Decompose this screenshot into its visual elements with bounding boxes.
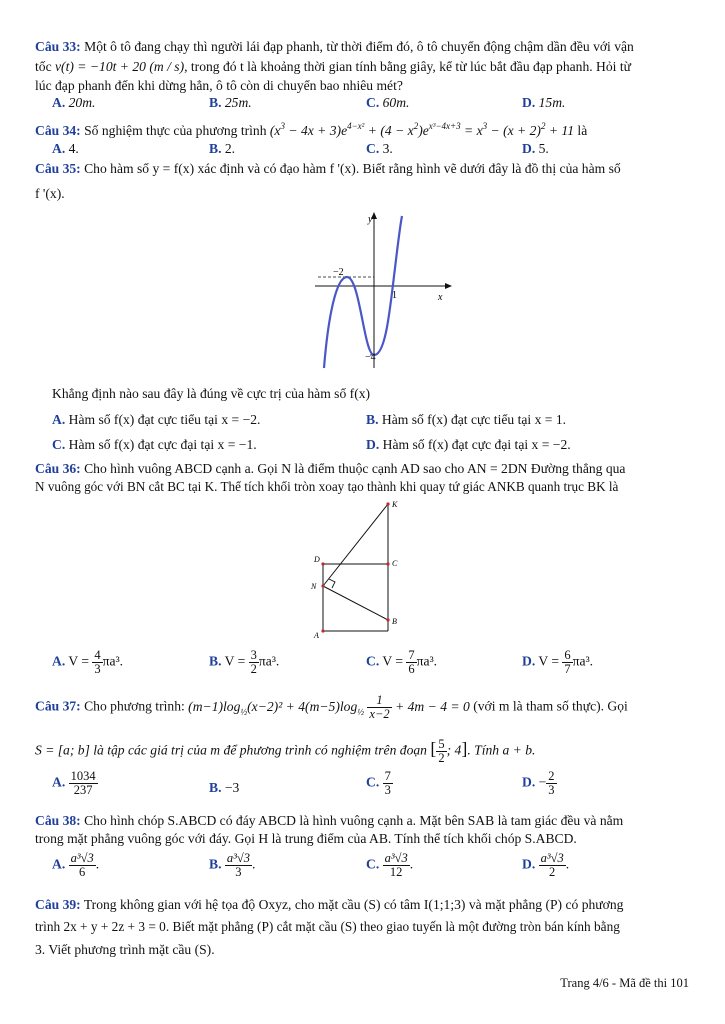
- q36-square-figure: [306, 496, 406, 642]
- point-c-label: C: [392, 559, 398, 568]
- graph-tick-neg2: −2: [333, 267, 344, 278]
- q34-option-d: D. 5.: [522, 141, 549, 156]
- q38-option-b: B. $\frac{\text{a³√3}}{3}$ .: [209, 851, 256, 879]
- q34-label: Câu 34:: [35, 123, 81, 138]
- graph-tick-neg4: −4: [365, 352, 376, 363]
- graph-y-label: y: [368, 214, 373, 225]
- q36-option-b: B. V = $\frac{3}{2}$ πa³.: [209, 648, 280, 676]
- q33-line3: lúc đạp phanh đến khi dừng hẳn, ô tô còn di chuyển bao nhiêu mét?: [35, 78, 403, 93]
- point-d-label: D: [314, 555, 320, 564]
- q33-option-c: C. 60m.: [366, 95, 410, 110]
- q35-option-b: B. Hàm số f(x) đạt cực tiểu tại x = 1.: [366, 412, 567, 427]
- q39-label: Câu 39:: [35, 897, 81, 912]
- point-a-label: A: [314, 631, 319, 640]
- q38-option-c: C. $\frac{\text{a³√3}}{12}$ .: [366, 851, 414, 879]
- graph-x-label: x: [438, 292, 443, 303]
- q37-option-c: C. $\frac{7}{3}$: [366, 769, 391, 797]
- point-n-label: N: [311, 582, 317, 591]
- q36-option-a: A. V = $\frac{4}{3}$ πa³.: [52, 648, 124, 676]
- q34-equation: $(x^3 - 4x + 3)e^{4-x^2} + (4 - x^2)e^{x^3-4x+3} = x^3 - (x + 2)^2 + 11$: [269, 121, 575, 138]
- q33-option-d: D. 15m.: [522, 95, 566, 110]
- q35-derivative-graph: [300, 208, 460, 372]
- page-footer: Trang 4/6 - Mã đề thi 101: [560, 976, 689, 990]
- q35-option-d: D. Hàm số f(x) đạt cực đại tại x = −2.: [366, 437, 571, 452]
- q38-option-d: D. $\frac{\text{a³√3}}{2}$ .: [522, 851, 570, 879]
- q35-question: Khẳng định nào sau đây là đúng về cực trị của hàm số f(x): [52, 386, 371, 401]
- q38-label: Câu 38:: [35, 813, 81, 828]
- q38-line1: Câu 38: Cho hình chóp S.ABCD có đáy ABCD là hình vuông cạnh a. Mặt bên SAB là tam giác đều và nằm: [35, 813, 624, 828]
- q37-option-b: B. −3: [209, 780, 240, 795]
- point-b-label: B: [392, 617, 397, 626]
- q35-option-a: A. Hàm số f(x) đạt cực tiểu tại x = −2.: [52, 412, 261, 427]
- q34-line: Câu 34: Số nghiệm thực của phương trình $(x^3 - 4x + 3)e^{4-x^2} + (4 - x^2)e^{x^3-4x+3} = x^3 - (x + 2)^2 + 11$ là: [35, 121, 588, 138]
- q37-option-a: A. $\frac{1034}{237}$: [52, 769, 96, 797]
- graph-tick-1: 1: [392, 290, 397, 301]
- q37-line2: S = [a; b] là tập các giá trị của m để phương trình có nghiệm trên đoạn [ $\frac{5}{2}$ ; 4]. Tính a + b.: [35, 737, 536, 765]
- q33-formula: v(t) = −10t + 20 (m / s): [55, 59, 185, 74]
- q38-line2: trong mặt phẳng vuông góc với đáy. Gọi H là trung điểm của AB. Tính thể tích khối chóp S.ABCD.: [35, 831, 577, 846]
- q33-option-b: B. 25m.: [209, 95, 252, 110]
- point-k-label: K: [392, 500, 398, 509]
- q35-line2: f '(x).: [35, 186, 65, 201]
- q35-label: Câu 35:: [35, 161, 81, 176]
- q36-line1: Câu 36: Cho hình vuông ABCD cạnh a. Gọi N là điểm thuộc cạnh AD sao cho AN = 2DN Đường thẳng qua: [35, 461, 626, 476]
- q35-line1: Câu 35: Cho hàm số y = f(x) xác định và có đạo hàm f '(x). Biết rằng hình vẽ dưới đây là đồ thị của hàm số: [35, 161, 621, 176]
- q33-label: Câu 33:: [35, 39, 81, 54]
- q38-option-a: A. $\frac{\text{a³√3}}{6}$ .: [52, 851, 100, 879]
- q34-option-c: C. 3.: [366, 141, 393, 156]
- q36-label: Câu 36:: [35, 461, 81, 476]
- q37-line1: Câu 37: Cho phương trình: $(m-1)\log_{\frac{1}{2}}(x-2)^2 + 4(m-5)\log_{\frac{1}{2}}$ $\frac{1}{x-2}$ + 4m − 4 = 0 (với m là tham số thực). Gọi: [35, 693, 628, 721]
- q39-line3: 3. Viết phương trình mặt cầu (S).: [35, 942, 215, 957]
- q33-line1: Câu 33: Một ô tô đang chạy thì người lái đạp phanh, từ thời điểm đó, ô tô chuyển động chậm dần đều với vận: [35, 39, 634, 54]
- q36-option-c: C. V = $\frac{7}{6}$ πa³.: [366, 648, 438, 676]
- q39-line2: trình 2x + y + 2z + 3 = 0. Biết mặt phẳng (P) cắt mặt cầu (S) theo giao tuyến là một đường tròn bán kính bằng: [35, 919, 620, 934]
- q34-option-b: B. 2.: [209, 141, 236, 156]
- q36-option-d: D. V = $\frac{6}{7}$ πa³.: [522, 648, 594, 676]
- q35-option-c: C. Hàm số f(x) đạt cực đại tại x = −1.: [52, 437, 257, 452]
- q37-equation: $(m-1)\log_{\frac{1}{2}}(x-2)^2 + 4(m-5)\log_{\frac{1}{2}}$ $\frac{1}{x-2}$ + 4m − 4 = 0: [188, 693, 470, 721]
- q37-label: Câu 37:: [35, 698, 81, 714]
- q33-option-a: A. 20m.: [52, 95, 96, 110]
- q34-option-a: A. 4.: [52, 141, 79, 156]
- q39-line1: Câu 39: Trong không gian với hệ tọa độ Oxyz, cho mặt cầu (S) có tâm I(1;1;3) và mặt phẳng (P) có phương: [35, 897, 624, 912]
- q33-line2: tốc v(t) = −10t + 20 (m / s), trong đó t là khoảng thời gian tính bằng giây, kể từ lúc bắt đầu đạp phanh. Hỏi từ: [35, 59, 631, 74]
- q37-option-d: D. − $\frac{2}{3}$: [522, 769, 555, 797]
- q36-line2: N vuông góc với BN cắt BC tại K. Thể tích khối tròn xoay tạo thành khi quay tứ giác ANKB quanh trục BK là: [35, 479, 619, 494]
